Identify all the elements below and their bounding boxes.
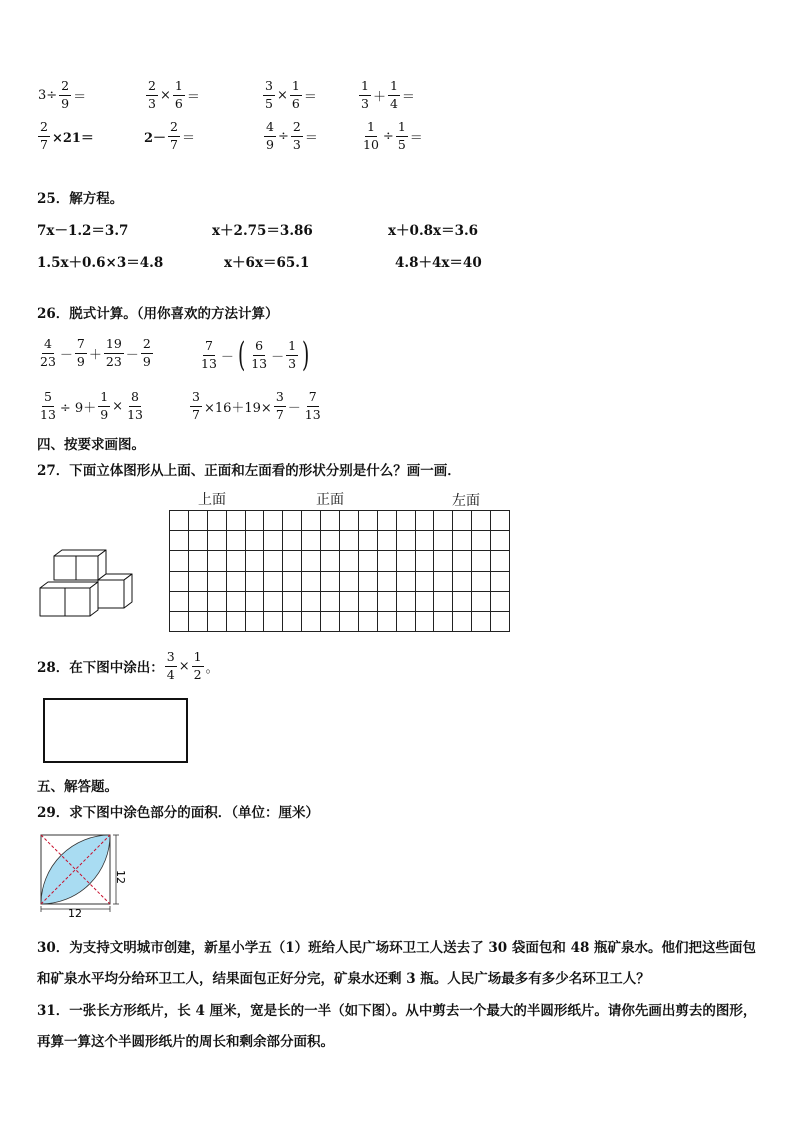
calc-r1c4 (358, 80, 416, 110)
equals-sign: ＝ (182, 130, 196, 146)
fraction: $\frac{3}{4}$ (166, 649, 175, 682)
fraction: $\frac{1}{6}$ (174, 78, 183, 111)
grid-cell[interactable] (397, 592, 416, 612)
expr-text: 3÷ (38, 87, 58, 103)
cube-front-face (65, 588, 90, 616)
fraction: $\frac{1}{3}$ (288, 338, 297, 371)
grid-cell[interactable] (283, 531, 302, 551)
grid-cell[interactable] (340, 592, 359, 612)
equals-sign: ＝ (401, 89, 415, 105)
grid-cell[interactable] (321, 531, 340, 551)
grid-cell[interactable] (170, 572, 189, 592)
fraction: $\frac{1}{10}$ (363, 119, 379, 152)
section-4-heading: 四、按要求画图。 (37, 437, 145, 453)
grid-cell[interactable] (359, 572, 378, 592)
grid-cell[interactable] (491, 572, 510, 592)
grid-cell[interactable] (208, 572, 227, 592)
grid-cell[interactable] (378, 511, 397, 531)
grid-cell[interactable] (302, 511, 321, 531)
cube-front-face (98, 580, 124, 608)
operator: × (112, 398, 124, 414)
cube-stack-figure (36, 548, 136, 620)
q26-expr-3 (37, 391, 146, 421)
equals-sign: ＝ (304, 130, 318, 146)
grid-cell[interactable] (378, 572, 397, 592)
operator: ＋ (88, 347, 102, 363)
grid-cell[interactable] (321, 572, 340, 592)
grid-cell[interactable] (359, 551, 378, 571)
grid-cell[interactable] (170, 612, 189, 632)
section-5-heading: 五、解答题。 (37, 779, 118, 795)
operator: ÷ 9＋ (59, 400, 97, 416)
grid-cell[interactable] (227, 612, 246, 632)
shaded-square-figure (36, 830, 130, 918)
operator: ＋ (372, 89, 386, 105)
grid-cell[interactable] (378, 551, 397, 571)
grid-cell[interactable] (491, 592, 510, 612)
grid-cell[interactable] (208, 551, 227, 571)
equals-sign: ＝ (409, 130, 423, 146)
grid-cell[interactable] (416, 511, 435, 531)
grid-cell[interactable] (397, 551, 416, 571)
left-paren: ( (237, 335, 246, 375)
grid-cell[interactable] (491, 531, 510, 551)
grid-cell[interactable] (170, 592, 189, 612)
equation: 7x－1.2＝3.7 (37, 223, 129, 239)
q27-title: 27．下面立体图形从上面、正面和左面看的形状分别是什么？画一画． (37, 463, 461, 479)
grid-cell[interactable] (246, 551, 265, 571)
cube-side-face (90, 582, 98, 616)
fraction: $\frac{2}{9}$ (142, 336, 151, 369)
grid-cell[interactable] (491, 511, 510, 531)
grid-cell[interactable] (227, 572, 246, 592)
side-length-label: 12 (114, 870, 127, 884)
grid-cell[interactable] (283, 551, 302, 571)
grid-cell[interactable] (264, 572, 283, 592)
expr-text: 2－ (144, 130, 167, 146)
grid-cell[interactable] (264, 612, 283, 632)
q29-title: 29．求下图中涂色部分的面积．（单位：厘米） (37, 805, 320, 821)
fraction: $\frac{4}{23}$ (40, 336, 56, 369)
fraction: $\frac{2}{9}$ (61, 78, 70, 111)
grid-cell[interactable] (434, 531, 453, 551)
grid-cell[interactable] (453, 531, 472, 551)
equation: x＋2.75＝3.86 (212, 223, 313, 239)
grid-cell[interactable] (283, 612, 302, 632)
grid-cell[interactable] (302, 612, 321, 632)
grid-cell[interactable] (283, 511, 302, 531)
fraction: $\frac{3}{7}$ (192, 389, 200, 422)
grid-cell[interactable] (264, 511, 283, 531)
grid-cell[interactable] (397, 612, 416, 632)
operator: × (159, 87, 171, 103)
operator: － (220, 349, 234, 365)
grid-cell[interactable] (302, 531, 321, 551)
equals-sign: ＝ (186, 89, 200, 105)
calc-r2c1 (37, 121, 95, 151)
fraction: $\frac{5}{13}$ (40, 389, 56, 422)
equation: 4.8＋4x＝40 (395, 255, 482, 271)
grid-cell[interactable] (246, 592, 265, 612)
operator: ÷ (277, 128, 289, 144)
q25-title: 25．解方程。 (37, 191, 124, 207)
grid-cell[interactable] (491, 551, 510, 571)
label-front-view: 正面 (316, 492, 344, 508)
grid-cell[interactable] (302, 572, 321, 592)
grid-cell[interactable] (189, 551, 208, 571)
operator: － (287, 400, 301, 416)
fraction: $\frac{3}{5}$ (265, 78, 273, 111)
q30-line-2: 和矿泉水平均分给环卫工人，结果面包正好分完，矿泉水还剩 3 瓶。人民广场最多有多少名环卫工人？ (37, 971, 650, 987)
grid-cell[interactable] (472, 592, 491, 612)
grid-cell[interactable] (321, 511, 340, 531)
grid-cell[interactable] (189, 592, 208, 612)
calc-r2c4 (360, 121, 424, 151)
fraction: $\frac{2}{7}$ (40, 119, 48, 152)
period: 。 (205, 660, 219, 676)
grid-cell[interactable] (434, 612, 453, 632)
fraction: $\frac{6}{13}$ (251, 338, 268, 371)
grid-cell[interactable] (416, 592, 435, 612)
grid-cell[interactable] (434, 572, 453, 592)
grid-cell[interactable] (453, 551, 472, 571)
operator: ÷ (382, 128, 394, 144)
fraction: $\frac{7}{13}$ (201, 338, 217, 371)
fraction: $\frac{8}{13}$ (127, 389, 143, 422)
grid-cell[interactable] (340, 572, 359, 592)
grid-cell[interactable] (416, 531, 435, 551)
operator: ×16＋19× (203, 400, 272, 416)
grid-cell[interactable] (434, 511, 453, 531)
grid-cell[interactable] (189, 572, 208, 592)
grid-cell[interactable] (453, 572, 472, 592)
fraction: $\frac{7}{13}$ (304, 389, 321, 422)
grid-cell[interactable] (189, 531, 208, 551)
grid-cell[interactable] (189, 511, 208, 531)
fraction: $\frac{1}{3}$ (361, 78, 369, 111)
grid-cell[interactable] (208, 592, 227, 612)
operator: × (178, 658, 190, 674)
operator: × (276, 87, 288, 103)
grid-cell[interactable] (453, 511, 472, 531)
grid-cell[interactable] (321, 592, 340, 612)
operator: － (125, 347, 139, 363)
grid-cell[interactable] (208, 531, 227, 551)
q31-line-1: 31．一张长方形纸片，长 4 厘米，宽是长的一半（如下图）。从中剪去一个最大的半圆形纸片。请你先画出剪去的图形， (37, 1003, 757, 1019)
fraction: $\frac{1}{6}$ (291, 78, 300, 111)
fraction: $\frac{1}{2}$ (193, 649, 202, 682)
q28-text: 28．在下图中涂出： (37, 660, 164, 676)
grid-cell[interactable] (189, 612, 208, 632)
grid-cell[interactable] (208, 612, 227, 632)
cube-side-face (124, 574, 132, 608)
cube-top-face (40, 582, 98, 588)
grid-cell[interactable] (359, 592, 378, 612)
grid-cell[interactable] (359, 612, 378, 632)
grid-cell[interactable] (283, 592, 302, 612)
grid-cell[interactable] (397, 572, 416, 592)
equals-sign: ＝ (73, 89, 87, 105)
grid-cell[interactable] (246, 572, 265, 592)
calc-r1c3 (262, 80, 318, 110)
grid-cell[interactable] (378, 612, 397, 632)
grid-cell[interactable] (434, 592, 453, 612)
grid-cell[interactable] (170, 511, 189, 531)
fraction: $\frac{19}{23}$ (105, 336, 122, 369)
fraction: $\frac{7}{9}$ (76, 336, 85, 369)
grid-cell[interactable] (453, 592, 472, 612)
cube-top-face (54, 550, 106, 556)
fraction: $\frac{3}{7}$ (275, 389, 284, 422)
grid-cell[interactable] (472, 511, 491, 531)
grid-cell[interactable] (264, 551, 283, 571)
q26-expr-2 (198, 335, 312, 375)
label-left-view: 左面 (452, 493, 480, 509)
grid-cell[interactable] (340, 511, 359, 531)
fraction: $\frac{2}{3}$ (148, 78, 156, 111)
right-paren: ) (302, 335, 310, 375)
cube-front-face (40, 588, 65, 616)
grid-cell[interactable] (264, 531, 283, 551)
equation: 1.5x＋0.6×3＝4.8 (37, 255, 164, 271)
label-top-view: 上面 (198, 492, 226, 508)
grid-cell[interactable] (472, 612, 491, 632)
grid-cell[interactable] (434, 551, 453, 571)
grid-cell[interactable] (170, 551, 189, 571)
fraction: $\frac{4}{9}$ (266, 119, 274, 152)
calc-r2c2 (143, 121, 196, 151)
fraction: $\frac{2}{7}$ (170, 119, 178, 152)
grid-cell[interactable] (359, 531, 378, 551)
equals-sign: ＝ (303, 89, 317, 105)
grid-cell[interactable] (453, 612, 472, 632)
calc-r1c1 (37, 80, 87, 110)
grid-cell[interactable] (340, 531, 359, 551)
grid-cell[interactable] (246, 511, 265, 531)
drawing-grid[interactable] (169, 510, 510, 632)
cube-front-face (76, 556, 98, 580)
calc-r1c2 (145, 80, 201, 110)
grid-cell[interactable] (227, 511, 246, 531)
grid-cell[interactable] (359, 511, 378, 531)
grid-cell[interactable] (378, 592, 397, 612)
grid-cell[interactable] (302, 592, 321, 612)
grid-cell[interactable] (416, 612, 435, 632)
grid-cell[interactable] (208, 511, 227, 531)
q28-title (37, 651, 220, 681)
shading-rectangle[interactable] (43, 698, 188, 763)
q31-line-2: 再算一算这个半圆形纸片的周长和剩余部分面积。 (37, 1034, 334, 1050)
grid-cell[interactable] (227, 551, 246, 571)
grid-cell[interactable] (472, 572, 491, 592)
grid-cell[interactable] (472, 531, 491, 551)
q30-line-1: 30．为支持文明城市创建，新星小学五（1）班给人民广场环卫工人送去了 30 袋面包和 48 瓶矿泉水。他们把这些面包 (37, 940, 757, 956)
q26-expr-4 (189, 391, 324, 421)
equation: x＋0.8x＝3.6 (388, 223, 479, 239)
grid-cell[interactable] (397, 531, 416, 551)
grid-cell[interactable] (340, 612, 359, 632)
grid-cell[interactable] (227, 592, 246, 612)
grid-cell[interactable] (416, 572, 435, 592)
fraction: $\frac{1}{5}$ (397, 119, 406, 152)
fraction: $\frac{2}{3}$ (292, 119, 301, 152)
grid-cell[interactable] (264, 592, 283, 612)
grid-cell[interactable] (378, 531, 397, 551)
equation: x＋6x＝65.1 (224, 255, 310, 271)
operator: － (271, 349, 285, 365)
grid-cell[interactable] (321, 612, 340, 632)
q26-title: 26．脱式计算。（用你喜欢的方法计算） (37, 306, 279, 322)
grid-cell[interactable] (472, 551, 491, 571)
grid-cell[interactable] (321, 551, 340, 571)
grid-cell[interactable] (227, 531, 246, 551)
grid-cell[interactable] (416, 551, 435, 571)
fraction: $\frac{1}{4}$ (389, 78, 398, 111)
grid-cell[interactable] (302, 551, 321, 571)
expr-text: ×21＝ (51, 130, 94, 146)
grid-cell[interactable] (397, 511, 416, 531)
cube-front-face (54, 556, 76, 580)
grid-cell[interactable] (283, 572, 302, 592)
grid-cell[interactable] (246, 531, 265, 551)
operator: － (59, 347, 73, 363)
grid-cell[interactable] (340, 551, 359, 571)
calc-r2c3 (263, 121, 319, 151)
grid-cell[interactable] (170, 531, 189, 551)
grid-cell[interactable] (491, 612, 510, 632)
fraction: $\frac{1}{9}$ (100, 389, 109, 422)
bottom-length-label: 12 (68, 907, 82, 918)
grid-cell[interactable] (246, 612, 265, 632)
q26-expr-1 (37, 338, 154, 368)
